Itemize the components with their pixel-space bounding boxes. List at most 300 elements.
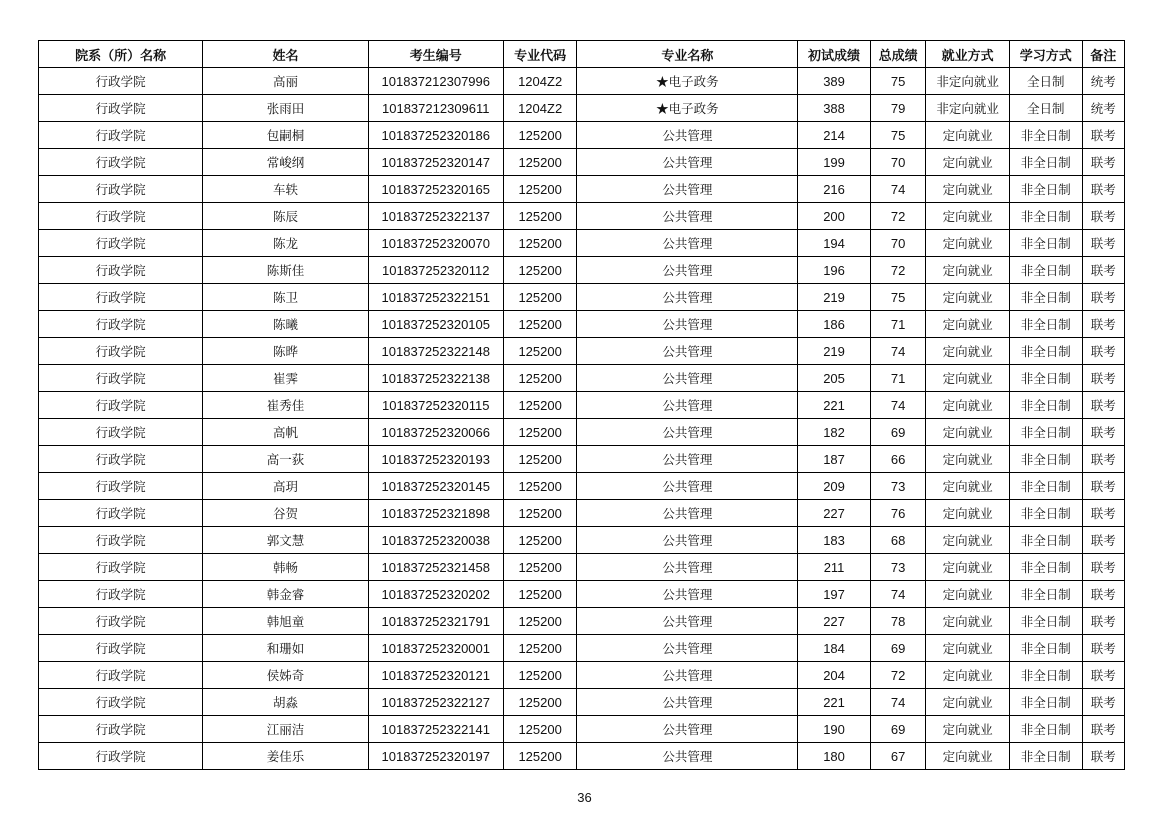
candidate-id-cell: 101837252321898 <box>368 500 503 527</box>
name-cell: 侯姊奇 <box>203 662 368 689</box>
header-name: 姓名 <box>203 41 368 68</box>
major-name-cell: 公共管理 <box>577 662 798 689</box>
department-cell: 行政学院 <box>39 473 203 500</box>
table-row <box>39 122 1125 149</box>
total-score-cell: 70 <box>870 149 925 176</box>
table-row <box>39 446 1125 473</box>
candidate-id-cell: 101837252320147 <box>368 149 503 176</box>
candidate-id-cell: 101837252322148 <box>368 338 503 365</box>
total-score-cell: 72 <box>870 203 925 230</box>
major-name-cell: 公共管理 <box>577 392 798 419</box>
table-row <box>39 662 1125 689</box>
total-score-cell: 69 <box>870 419 925 446</box>
table-row <box>39 365 1125 392</box>
initial-score-cell: 227 <box>798 608 871 635</box>
candidate-id-cell: 101837212309611 <box>368 95 503 122</box>
header-remarks: 备注 <box>1082 41 1124 68</box>
major-code-cell: 125200 <box>503 473 577 500</box>
department-cell: 行政学院 <box>39 635 203 662</box>
name-cell: 和珊如 <box>203 635 368 662</box>
major-name-cell: 公共管理 <box>577 176 798 203</box>
employment-type-cell: 定向就业 <box>926 365 1010 392</box>
name-cell: 韩金睿 <box>203 581 368 608</box>
employment-type-cell: 定向就业 <box>926 635 1010 662</box>
header-major-name: 专业名称 <box>577 41 798 68</box>
initial-score-cell: 186 <box>798 311 871 338</box>
name-cell: 陈辰 <box>203 203 368 230</box>
department-cell: 行政学院 <box>39 365 203 392</box>
total-score-cell: 66 <box>870 446 925 473</box>
study-mode-cell: 全日制 <box>1010 95 1083 122</box>
study-mode-cell: 非全日制 <box>1010 176 1083 203</box>
department-cell: 行政学院 <box>39 419 203 446</box>
department-cell: 行政学院 <box>39 230 203 257</box>
table-row <box>39 419 1125 446</box>
department-cell: 行政学院 <box>39 122 203 149</box>
major-name-cell: 公共管理 <box>577 473 798 500</box>
table-row <box>39 473 1125 500</box>
study-mode-cell: 非全日制 <box>1010 230 1083 257</box>
table-row <box>39 500 1125 527</box>
remarks-cell: 联考 <box>1082 554 1124 581</box>
employment-type-cell: 定向就业 <box>926 500 1010 527</box>
candidate-id-cell: 101837252322151 <box>368 284 503 311</box>
study-mode-cell: 非全日制 <box>1010 149 1083 176</box>
name-cell: 高帆 <box>203 419 368 446</box>
major-code-cell: 125200 <box>503 635 577 662</box>
initial-score-cell: 209 <box>798 473 871 500</box>
initial-score-cell: 205 <box>798 365 871 392</box>
major-code-cell: 125200 <box>503 284 577 311</box>
candidate-id-cell: 101837252320193 <box>368 446 503 473</box>
total-score-cell: 73 <box>870 473 925 500</box>
employment-type-cell: 定向就业 <box>926 149 1010 176</box>
employment-type-cell: 定向就业 <box>926 689 1010 716</box>
major-code-cell: 125200 <box>503 257 577 284</box>
major-code-cell: 125200 <box>503 122 577 149</box>
major-name-cell: 公共管理 <box>577 203 798 230</box>
total-score-cell: 71 <box>870 311 925 338</box>
name-cell: 高丽 <box>203 68 368 95</box>
employment-type-cell: 非定向就业 <box>926 95 1010 122</box>
table-row <box>39 230 1125 257</box>
initial-score-cell: 221 <box>798 392 871 419</box>
major-code-cell: 125200 <box>503 689 577 716</box>
major-name-cell: 公共管理 <box>577 500 798 527</box>
candidate-id-cell: 101837252320115 <box>368 392 503 419</box>
employment-type-cell: 定向就业 <box>926 257 1010 284</box>
candidate-id-cell: 101837252320145 <box>368 473 503 500</box>
total-score-cell: 70 <box>870 230 925 257</box>
department-cell: 行政学院 <box>39 500 203 527</box>
major-name-cell: 公共管理 <box>577 122 798 149</box>
name-cell: 陈晔 <box>203 338 368 365</box>
total-score-cell: 74 <box>870 392 925 419</box>
table-row <box>39 392 1125 419</box>
remarks-cell: 联考 <box>1082 122 1124 149</box>
remarks-cell: 联考 <box>1082 662 1124 689</box>
total-score-cell: 69 <box>870 635 925 662</box>
department-cell: 行政学院 <box>39 689 203 716</box>
candidate-id-cell: 101837252320066 <box>368 419 503 446</box>
major-code-cell: 125200 <box>503 500 577 527</box>
department-cell: 行政学院 <box>39 662 203 689</box>
candidate-id-cell: 101837252322137 <box>368 203 503 230</box>
candidate-id-cell: 101837252320112 <box>368 257 503 284</box>
initial-score-cell: 184 <box>798 635 871 662</box>
name-cell: 江丽洁 <box>203 716 368 743</box>
candidate-id-cell: 101837252322127 <box>368 689 503 716</box>
remarks-cell: 联考 <box>1082 473 1124 500</box>
remarks-cell: 联考 <box>1082 527 1124 554</box>
employment-type-cell: 定向就业 <box>926 203 1010 230</box>
header-employment-type: 就业方式 <box>926 41 1010 68</box>
total-score-cell: 71 <box>870 365 925 392</box>
remarks-cell: 联考 <box>1082 311 1124 338</box>
department-cell: 行政学院 <box>39 176 203 203</box>
major-name-cell: 公共管理 <box>577 338 798 365</box>
study-mode-cell: 非全日制 <box>1010 122 1083 149</box>
major-code-cell: 125200 <box>503 203 577 230</box>
study-mode-cell: 非全日制 <box>1010 608 1083 635</box>
remarks-cell: 联考 <box>1082 608 1124 635</box>
major-name-cell: 公共管理 <box>577 581 798 608</box>
remarks-cell: 联考 <box>1082 176 1124 203</box>
major-code-cell: 125200 <box>503 743 577 770</box>
remarks-cell: 联考 <box>1082 743 1124 770</box>
name-cell: 韩畅 <box>203 554 368 581</box>
major-code-cell: 125200 <box>503 581 577 608</box>
name-cell: 陈龙 <box>203 230 368 257</box>
candidate-id-cell: 101837252321458 <box>368 554 503 581</box>
initial-score-cell: 227 <box>798 500 871 527</box>
page-number: 36 <box>577 790 592 805</box>
study-mode-cell: 非全日制 <box>1010 743 1083 770</box>
study-mode-cell: 全日制 <box>1010 68 1083 95</box>
total-score-cell: 78 <box>870 608 925 635</box>
total-score-cell: 68 <box>870 527 925 554</box>
initial-score-cell: 197 <box>798 581 871 608</box>
header-department: 院系（所）名称 <box>39 41 203 68</box>
major-name-cell: 公共管理 <box>577 635 798 662</box>
major-code-cell: 125200 <box>503 149 577 176</box>
employment-type-cell: 定向就业 <box>926 284 1010 311</box>
remarks-cell: 联考 <box>1082 500 1124 527</box>
total-score-cell: 79 <box>870 95 925 122</box>
table-row <box>39 176 1125 203</box>
study-mode-cell: 非全日制 <box>1010 689 1083 716</box>
initial-score-cell: 214 <box>798 122 871 149</box>
employment-type-cell: 定向就业 <box>926 338 1010 365</box>
study-mode-cell: 非全日制 <box>1010 203 1083 230</box>
major-name-cell: 公共管理 <box>577 257 798 284</box>
remarks-cell: 联考 <box>1082 419 1124 446</box>
table-row <box>39 635 1125 662</box>
total-score-cell: 73 <box>870 554 925 581</box>
department-cell: 行政学院 <box>39 68 203 95</box>
major-code-cell: 125200 <box>503 554 577 581</box>
header-major-code: 专业代码 <box>503 41 577 68</box>
total-score-cell: 74 <box>870 338 925 365</box>
initial-score-cell: 219 <box>798 338 871 365</box>
employment-type-cell: 定向就业 <box>926 122 1010 149</box>
table-row <box>39 581 1125 608</box>
major-code-cell: 1204Z2 <box>503 68 577 95</box>
major-name-cell: 公共管理 <box>577 608 798 635</box>
admission-list-table <box>38 40 1125 770</box>
remarks-cell: 统考 <box>1082 95 1124 122</box>
name-cell: 陈斯佳 <box>203 257 368 284</box>
department-cell: 行政学院 <box>39 527 203 554</box>
study-mode-cell: 非全日制 <box>1010 419 1083 446</box>
table-body <box>39 68 1125 770</box>
name-cell: 胡淼 <box>203 689 368 716</box>
candidate-id-cell: 101837252320105 <box>368 311 503 338</box>
candidate-id-cell: 101837252320038 <box>368 527 503 554</box>
table-row <box>39 257 1125 284</box>
initial-score-cell: 200 <box>798 203 871 230</box>
department-cell: 行政学院 <box>39 554 203 581</box>
initial-score-cell: 389 <box>798 68 871 95</box>
header-row <box>39 41 1125 68</box>
study-mode-cell: 非全日制 <box>1010 257 1083 284</box>
initial-score-cell: 187 <box>798 446 871 473</box>
name-cell: 包嗣桐 <box>203 122 368 149</box>
initial-score-cell: 216 <box>798 176 871 203</box>
initial-score-cell: 211 <box>798 554 871 581</box>
total-score-cell: 67 <box>870 743 925 770</box>
table-row <box>39 203 1125 230</box>
total-score-cell: 76 <box>870 500 925 527</box>
total-score-cell: 72 <box>870 662 925 689</box>
employment-type-cell: 定向就业 <box>926 608 1010 635</box>
table-row <box>39 743 1125 770</box>
candidate-id-cell: 101837252320186 <box>368 122 503 149</box>
study-mode-cell: 非全日制 <box>1010 392 1083 419</box>
name-cell: 姜佳乐 <box>203 743 368 770</box>
study-mode-cell: 非全日制 <box>1010 311 1083 338</box>
employment-type-cell: 定向就业 <box>926 311 1010 338</box>
initial-score-cell: 182 <box>798 419 871 446</box>
name-cell: 高玥 <box>203 473 368 500</box>
name-cell: 陈曦 <box>203 311 368 338</box>
major-name-cell: 公共管理 <box>577 743 798 770</box>
initial-score-cell: 190 <box>798 716 871 743</box>
major-name-cell: 公共管理 <box>577 311 798 338</box>
remarks-cell: 统考 <box>1082 68 1124 95</box>
remarks-cell: 联考 <box>1082 338 1124 365</box>
major-name-cell: 公共管理 <box>577 419 798 446</box>
study-mode-cell: 非全日制 <box>1010 662 1083 689</box>
header-study-mode: 学习方式 <box>1010 41 1083 68</box>
table-row <box>39 608 1125 635</box>
study-mode-cell: 非全日制 <box>1010 338 1083 365</box>
remarks-cell: 联考 <box>1082 392 1124 419</box>
total-score-cell: 75 <box>870 122 925 149</box>
header-initial-score: 初试成绩 <box>798 41 871 68</box>
total-score-cell: 74 <box>870 176 925 203</box>
department-cell: 行政学院 <box>39 743 203 770</box>
major-name-cell: 公共管理 <box>577 527 798 554</box>
major-name-cell: 公共管理 <box>577 716 798 743</box>
employment-type-cell: 定向就业 <box>926 581 1010 608</box>
name-cell: 谷贺 <box>203 500 368 527</box>
table-row <box>39 284 1125 311</box>
major-code-cell: 125200 <box>503 365 577 392</box>
initial-score-cell: 219 <box>798 284 871 311</box>
initial-score-cell: 221 <box>798 689 871 716</box>
initial-score-cell: 180 <box>798 743 871 770</box>
major-code-cell: 125200 <box>503 662 577 689</box>
major-code-cell: 125200 <box>503 338 577 365</box>
department-cell: 行政学院 <box>39 392 203 419</box>
department-cell: 行政学院 <box>39 716 203 743</box>
table-row <box>39 689 1125 716</box>
major-name-cell: 公共管理 <box>577 149 798 176</box>
employment-type-cell: 非定向就业 <box>926 68 1010 95</box>
employment-type-cell: 定向就业 <box>926 419 1010 446</box>
employment-type-cell: 定向就业 <box>926 662 1010 689</box>
major-name-cell: ★电子政务 <box>577 68 798 95</box>
remarks-cell: 联考 <box>1082 446 1124 473</box>
major-code-cell: 125200 <box>503 230 577 257</box>
major-code-cell: 125200 <box>503 311 577 338</box>
name-cell: 崔秀佳 <box>203 392 368 419</box>
study-mode-cell: 非全日制 <box>1010 284 1083 311</box>
remarks-cell: 联考 <box>1082 689 1124 716</box>
study-mode-cell: 非全日制 <box>1010 716 1083 743</box>
major-code-cell: 125200 <box>503 419 577 446</box>
name-cell: 车轶 <box>203 176 368 203</box>
department-cell: 行政学院 <box>39 338 203 365</box>
major-code-cell: 125200 <box>503 716 577 743</box>
department-cell: 行政学院 <box>39 95 203 122</box>
remarks-cell: 联考 <box>1082 284 1124 311</box>
study-mode-cell: 非全日制 <box>1010 365 1083 392</box>
table-row <box>39 95 1125 122</box>
department-cell: 行政学院 <box>39 257 203 284</box>
study-mode-cell: 非全日制 <box>1010 446 1083 473</box>
candidate-id-cell: 101837252320197 <box>368 743 503 770</box>
major-name-cell: ★电子政务 <box>577 95 798 122</box>
employment-type-cell: 定向就业 <box>926 230 1010 257</box>
total-score-cell: 75 <box>870 284 925 311</box>
total-score-cell: 74 <box>870 689 925 716</box>
major-code-cell: 125200 <box>503 608 577 635</box>
department-cell: 行政学院 <box>39 581 203 608</box>
name-cell: 崔霁 <box>203 365 368 392</box>
table-row <box>39 68 1125 95</box>
table-row <box>39 527 1125 554</box>
employment-type-cell: 定向就业 <box>926 554 1010 581</box>
initial-score-cell: 388 <box>798 95 871 122</box>
remarks-cell: 联考 <box>1082 635 1124 662</box>
employment-type-cell: 定向就业 <box>926 743 1010 770</box>
department-cell: 行政学院 <box>39 608 203 635</box>
department-cell: 行政学院 <box>39 311 203 338</box>
major-code-cell: 1204Z2 <box>503 95 577 122</box>
study-mode-cell: 非全日制 <box>1010 554 1083 581</box>
initial-score-cell: 194 <box>798 230 871 257</box>
major-name-cell: 公共管理 <box>577 554 798 581</box>
candidate-id-cell: 101837252320001 <box>368 635 503 662</box>
major-code-cell: 125200 <box>503 176 577 203</box>
candidate-id-cell: 101837252320070 <box>368 230 503 257</box>
study-mode-cell: 非全日制 <box>1010 635 1083 662</box>
department-cell: 行政学院 <box>39 149 203 176</box>
header-total-score: 总成绩 <box>870 41 925 68</box>
remarks-cell: 联考 <box>1082 230 1124 257</box>
total-score-cell: 69 <box>870 716 925 743</box>
department-cell: 行政学院 <box>39 284 203 311</box>
employment-type-cell: 定向就业 <box>926 392 1010 419</box>
study-mode-cell: 非全日制 <box>1010 473 1083 500</box>
remarks-cell: 联考 <box>1082 581 1124 608</box>
table-row <box>39 338 1125 365</box>
study-mode-cell: 非全日制 <box>1010 581 1083 608</box>
initial-score-cell: 199 <box>798 149 871 176</box>
employment-type-cell: 定向就业 <box>926 716 1010 743</box>
study-mode-cell: 非全日制 <box>1010 527 1083 554</box>
major-code-cell: 125200 <box>503 446 577 473</box>
initial-score-cell: 204 <box>798 662 871 689</box>
candidate-id-cell: 101837252322141 <box>368 716 503 743</box>
name-cell: 韩旭童 <box>203 608 368 635</box>
name-cell: 高一荻 <box>203 446 368 473</box>
candidate-id-cell: 101837252322138 <box>368 365 503 392</box>
total-score-cell: 75 <box>870 68 925 95</box>
remarks-cell: 联考 <box>1082 149 1124 176</box>
initial-score-cell: 196 <box>798 257 871 284</box>
name-cell: 郭文慧 <box>203 527 368 554</box>
name-cell: 陈卫 <box>203 284 368 311</box>
candidate-id-cell: 101837252320165 <box>368 176 503 203</box>
table-row <box>39 311 1125 338</box>
remarks-cell: 联考 <box>1082 716 1124 743</box>
candidate-id-cell: 101837212307996 <box>368 68 503 95</box>
header-candidate-id: 考生编号 <box>368 41 503 68</box>
candidate-id-cell: 101837252321791 <box>368 608 503 635</box>
candidate-id-cell: 101837252320121 <box>368 662 503 689</box>
major-name-cell: 公共管理 <box>577 689 798 716</box>
major-name-cell: 公共管理 <box>577 284 798 311</box>
remarks-cell: 联考 <box>1082 365 1124 392</box>
major-code-cell: 125200 <box>503 527 577 554</box>
remarks-cell: 联考 <box>1082 257 1124 284</box>
employment-type-cell: 定向就业 <box>926 473 1010 500</box>
table-row <box>39 554 1125 581</box>
table-row <box>39 149 1125 176</box>
initial-score-cell: 183 <box>798 527 871 554</box>
major-name-cell: 公共管理 <box>577 365 798 392</box>
total-score-cell: 72 <box>870 257 925 284</box>
employment-type-cell: 定向就业 <box>926 446 1010 473</box>
major-code-cell: 125200 <box>503 392 577 419</box>
major-name-cell: 公共管理 <box>577 446 798 473</box>
name-cell: 张雨田 <box>203 95 368 122</box>
remarks-cell: 联考 <box>1082 203 1124 230</box>
department-cell: 行政学院 <box>39 446 203 473</box>
candidate-id-cell: 101837252320202 <box>368 581 503 608</box>
employment-type-cell: 定向就业 <box>926 176 1010 203</box>
total-score-cell: 74 <box>870 581 925 608</box>
study-mode-cell: 非全日制 <box>1010 500 1083 527</box>
employment-type-cell: 定向就业 <box>926 527 1010 554</box>
department-cell: 行政学院 <box>39 203 203 230</box>
table-row <box>39 716 1125 743</box>
major-name-cell: 公共管理 <box>577 230 798 257</box>
name-cell: 常峻纲 <box>203 149 368 176</box>
